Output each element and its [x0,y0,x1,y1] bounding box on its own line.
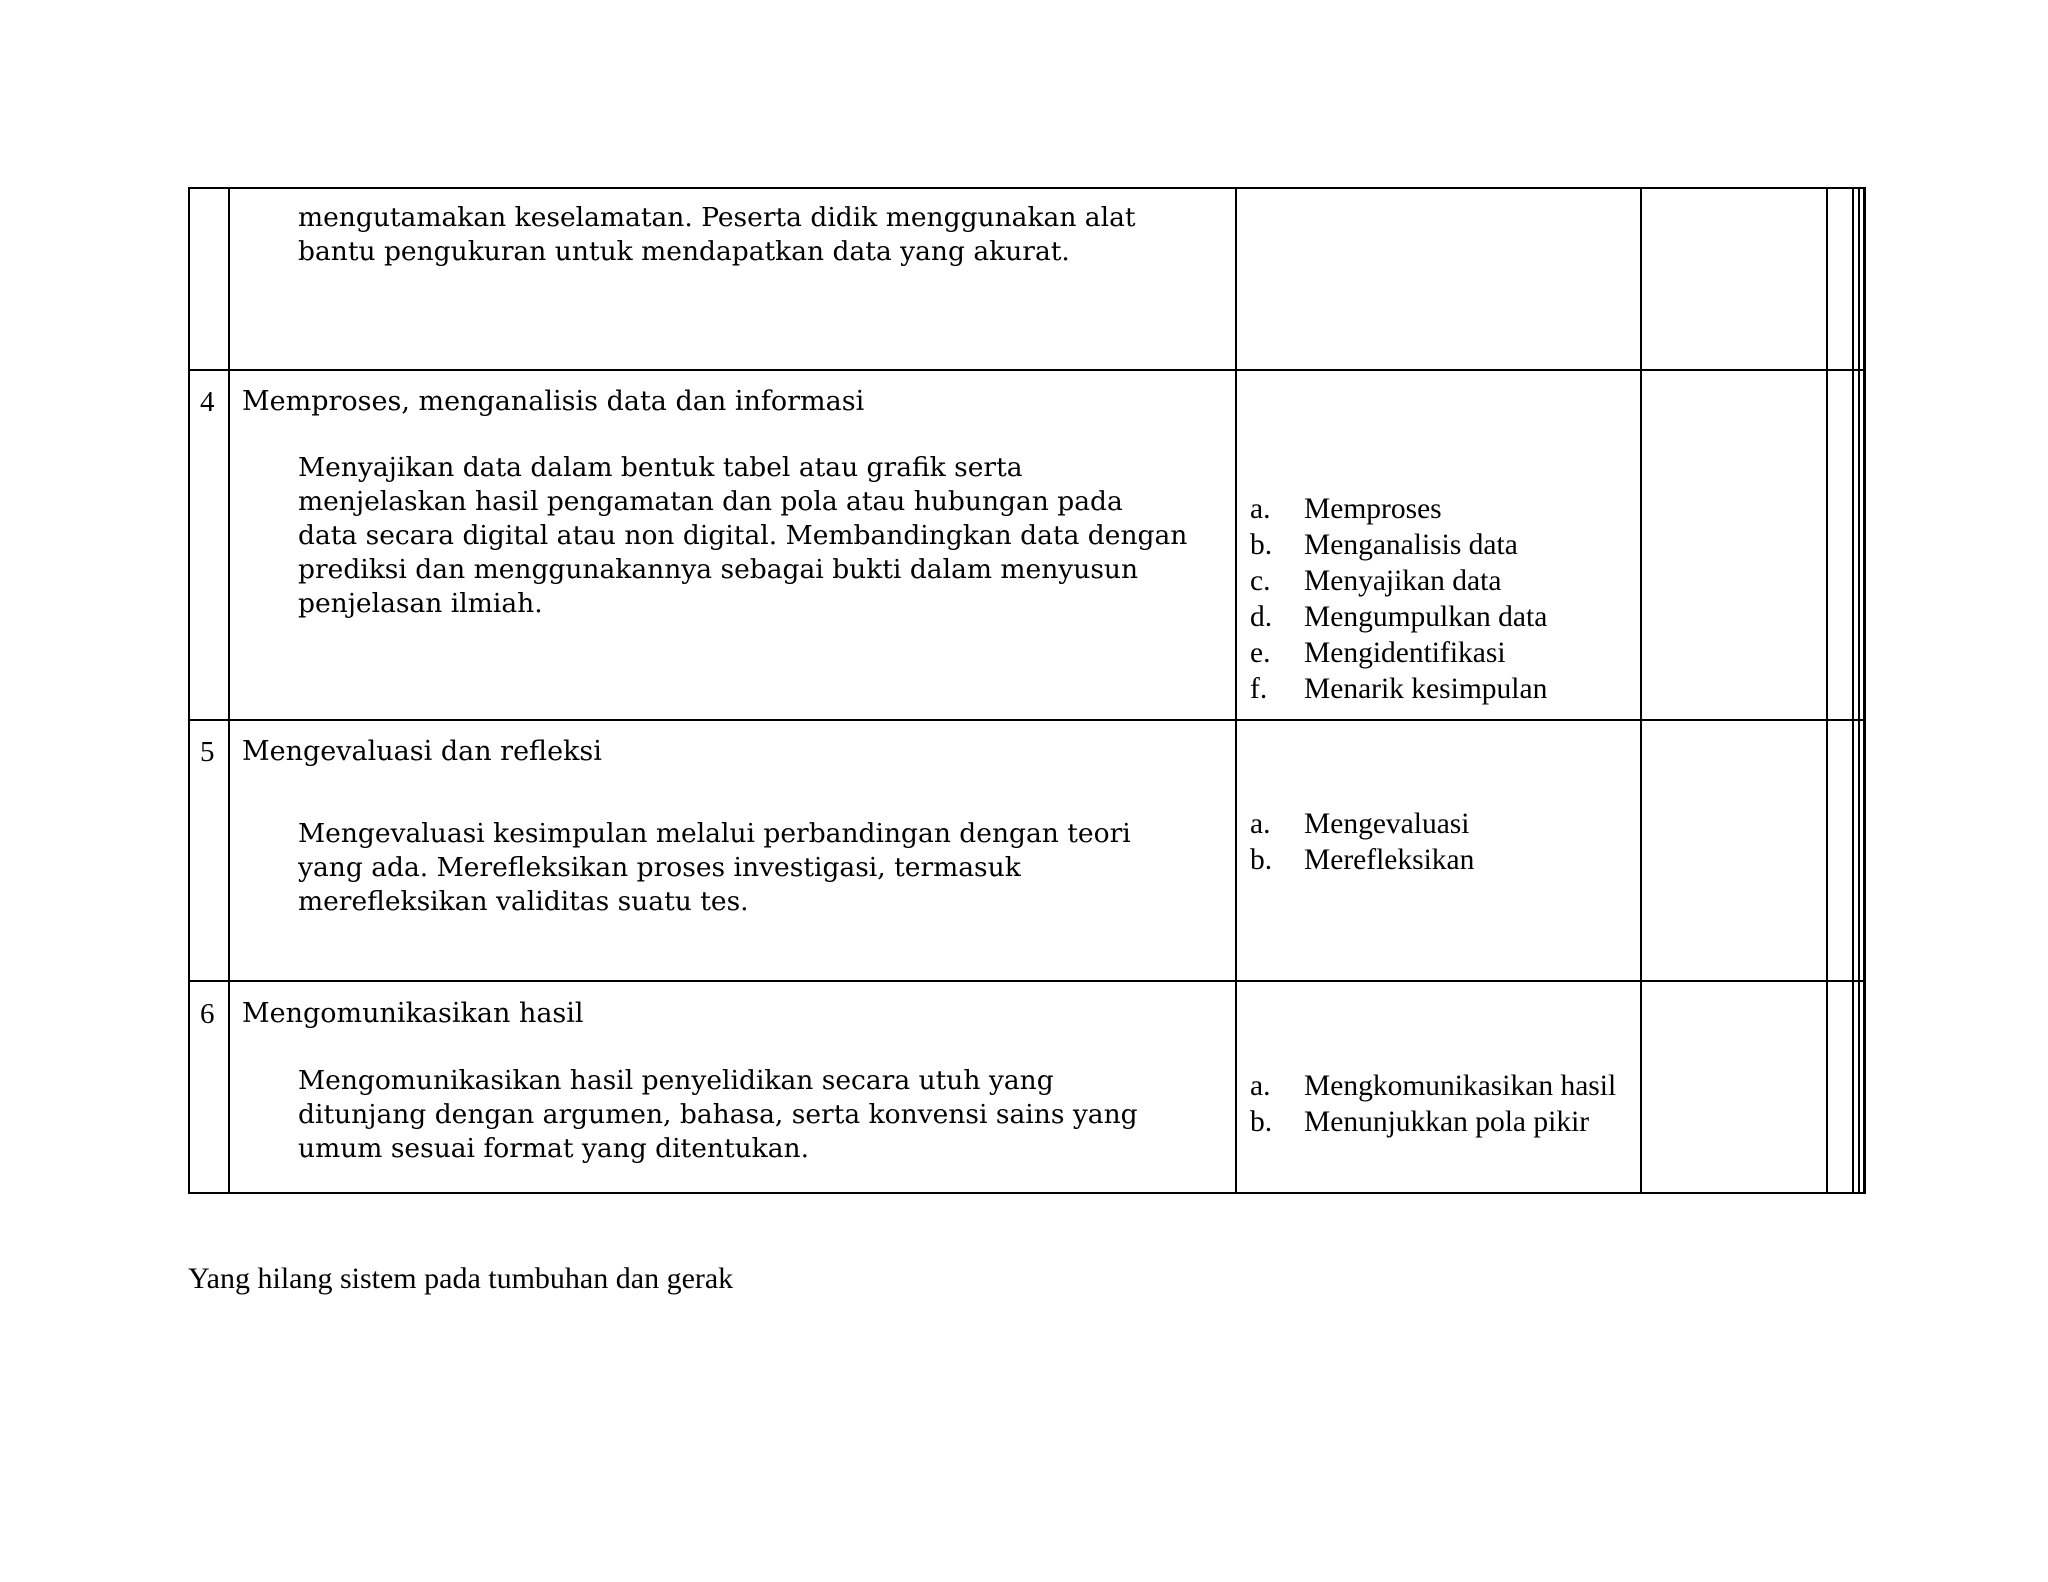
row-title: Memproses, menganalisis data dan informasi [242,386,865,417]
list-marker: e. [1250,637,1271,669]
description-line: menjelaskan hasil pengamatan dan pola atau hubungan pada [298,486,1123,517]
description-line: prediksi dan menggunakannya sebagai bukti dalam menyusun [298,554,1139,585]
row-title: Mengevaluasi dan refleksi [242,736,602,767]
list-item-text: Mengevaluasi [1304,808,1470,840]
list-item-text: Mengidentifikasi [1304,637,1506,669]
column-divider-1 [228,187,230,1194]
column-divider-5 [1852,187,1854,1194]
sub-item-list [1250,491,1638,707]
list-item [1250,842,1638,878]
row-description [298,1064,1233,1166]
column-divider-2 [1235,187,1237,1194]
list-item [1250,635,1638,671]
table-border-top [188,187,1866,189]
description-line: umum sesuai format yang ditentukan. [298,1133,810,1164]
description-line: mengutamakan keselamatan. Peserta didik menggunakan alat [298,202,1136,233]
sub-item-list [1250,806,1638,878]
list-marker: a. [1250,1070,1271,1102]
list-item-text: Mengkomunikasikan hasil [1304,1070,1617,1102]
list-item [1250,491,1638,527]
description-line: bantu pengukuran untuk mendapatkan data yang akurat. [298,236,1070,267]
table-border-left [188,187,190,1194]
footer-note: Yang hilang sistem pada tumbuhan dan gerak [188,1262,734,1295]
row-number: 4 [200,386,215,418]
list-item-text: Menunjukkan pola pikir [1304,1106,1590,1138]
row-description [298,451,1233,621]
list-marker: f. [1250,673,1268,705]
list-marker: c. [1250,565,1271,597]
list-item [1250,1104,1638,1140]
description-line: data secara digital atau non digital. Membandingkan data dengan [298,520,1188,551]
description-line: Mengomunikasikan hasil penyelidikan secara utuh yang [298,1065,1054,1096]
row-divider-3 [188,980,1866,982]
list-item-text: Menyajikan data [1304,565,1502,597]
description-line: Mengevaluasi kesimpulan melalui perbandingan dengan teori [298,818,1131,849]
row-divider-1 [188,369,1866,371]
list-item [1250,599,1638,635]
list-item-text: Menarik kesimpulan [1304,673,1548,705]
list-item-text: Mengumpulkan data [1304,601,1548,633]
row-title: Mengomunikasikan hasil [242,998,584,1029]
sub-item-list [1250,1068,1638,1140]
list-item [1250,563,1638,599]
list-item-text: Memproses [1304,493,1442,525]
list-item-text: Menganalisis data [1304,529,1518,561]
description-line: merefleksikan validitas suatu tes. [298,886,749,917]
list-marker: a. [1250,808,1271,840]
row-number: 5 [200,736,215,768]
description-line: yang ada. Merefleksikan proses investigasi, termasuk [298,852,1021,883]
table-border-bottom [188,1192,1866,1194]
description-line: Menyajikan data dalam bentuk tabel atau grafik serta [298,452,1023,483]
list-marker: b. [1250,844,1273,876]
column-divider-6 [1858,187,1860,1194]
row-continued-description [298,201,1228,269]
list-marker: b. [1250,529,1273,561]
list-marker: a. [1250,493,1271,525]
list-marker: d. [1250,601,1273,633]
list-marker: b. [1250,1106,1273,1138]
description-line: ditunjang dengan argumen, bahasa, serta konvensi sains yang [298,1099,1138,1130]
table-border-right [1863,187,1866,1194]
list-item [1250,527,1638,563]
row-number: 6 [200,998,215,1030]
row-divider-2 [188,719,1866,721]
column-divider-4 [1826,187,1828,1194]
row-description [298,817,1233,919]
list-item [1250,806,1638,842]
list-item-text: Merefleksikan [1304,844,1475,876]
description-line: penjelasan ilmiah. [298,588,543,619]
column-divider-3 [1640,187,1642,1194]
list-item [1250,671,1638,707]
list-item [1250,1068,1638,1104]
